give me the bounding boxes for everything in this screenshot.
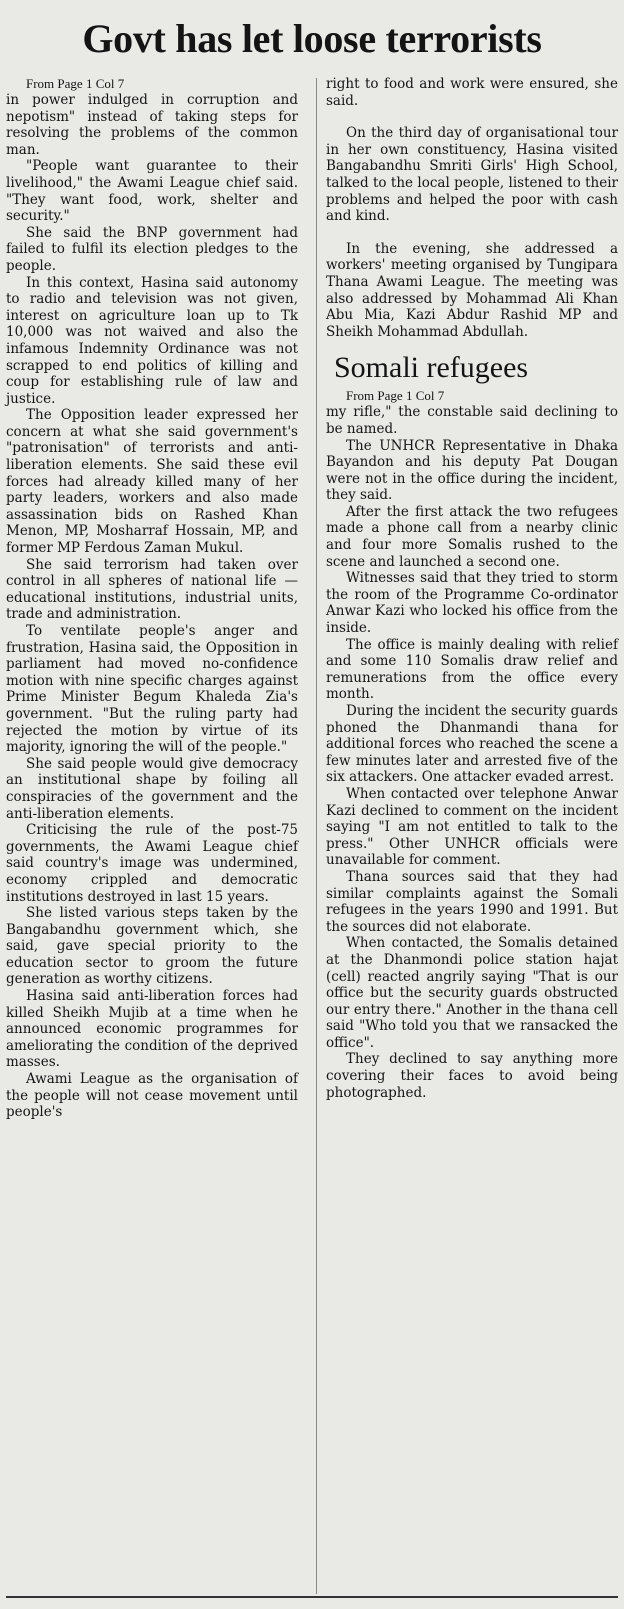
- paragraph: Thana sources said that they had similar complaints against the Somali refugees in the years 1990 and 1991. But the sources did not elaborate.: [326, 868, 618, 935]
- paragraph: In the evening, she addressed a workers' meeting organised by Tungipara Thana Awami League. The meeting was also addressed by Mohammad Ali Khan Abu Mia, Kazi Abdur Rashid MP and Sheikh Mohammad Abdullah.: [326, 240, 618, 340]
- paragraph: The UNHCR Representative in Dhaka Bayandon and his deputy Pat Dougan were not in the office during the incident, they said.: [326, 437, 618, 504]
- paragraph: my rifle," the constable said declining to be named.: [326, 404, 618, 437]
- paragraph: She listed various steps taken by the Bangabandhu government which, she said, gave special priority to the education sector to groom the future generation as worthy citizens.: [6, 905, 298, 988]
- paragraph: When contacted, the Somalis detained at the Dhanmondi police station hajat (cell) reacted angrily saying "That is our office but the security guards obstructed our entry there." Another in the thana cell said "Who told you that we ransacked the office".: [326, 935, 618, 1051]
- continuation-line: From Page 1 Col 7: [26, 76, 125, 91]
- paragraph: After the first attack the two refugees made a phone call from a nearby clinic and four more Somalis rushed to the scene and launched a second one.: [326, 503, 618, 570]
- left-column: [6, 76, 298, 1121]
- paragraph: in power indulged in corruption and nepotism" instead of taking steps for resolving the problems of the common man.: [6, 92, 298, 158]
- paragraph: The Opposition leader expressed her concern at what she said government's "patronisation" of terrorists and anti-liberation elements. She said these evil forces had already killed many of her party leaders, workers and also made assassination bids on Rashed Khan Menon, MP, Mosharraf Hossain, MP, and former MP Ferdous Zaman Mukul.: [6, 407, 298, 557]
- paragraph: She said the BNP government had failed to fulfil its election pledges to the people.: [6, 224, 298, 274]
- column-divider: [316, 78, 317, 1594]
- paragraph: They declined to say anything more covering their faces to avoid being photographed.: [326, 1051, 618, 1101]
- paragraph: The office is mainly dealing with relief and some 110 Somalis draw relief and remunerations from the office every month.: [326, 636, 618, 703]
- paragraph: Awami League as the organisation of the people will not cease movement until people's: [6, 1071, 298, 1121]
- paragraph: When contacted over telephone Anwar Kazi declined to comment on the incident saying "I am not entitled to talk to the press." Other UNHCR officials were unavailable for comment.: [326, 785, 618, 869]
- headline: Govt has let loose terrorists: [82, 16, 542, 61]
- paragraph: On the third day of organisational tour in her own constituency, Hasina visited Bangabandhu Smriti Girls' High School, talked to the local people, listened to their problems and helped the poor with cash and kind.: [326, 125, 618, 225]
- paragraph: Witnesses said that they tried to storm the room of the Programme Co-ordinator Anwar Kazi who locked his office from the inside.: [326, 570, 618, 637]
- continuation-line: From Page 1 Col 7: [346, 388, 445, 404]
- paragraph: Hasina said anti-liberation forces had killed Sheikh Mujib at a time when he announced economic programmes for ameliorating the condition of the deprived masses.: [6, 988, 298, 1071]
- paragraph: right to food and work were ensured, she said.: [326, 76, 618, 109]
- paragraph: To ventilate people's anger and frustration, Hasina said, the Opposition in parliament had moved no-confidence motion with nine specific charges against Prime Minister Begum Khaleda Zia's government. "But the ruling party had rejected the motion by virtue of its majority, ignoring the will of the people.": [6, 623, 298, 756]
- paragraph: During the incident the security guards phoned the Dhanmandi thana for additional forces who reached the scene a few minutes later and arrested five of the six attackers. One attacker evaded arrest.: [326, 703, 618, 786]
- paragraph: She said people would give democracy an institutional shape by foiling all conspiracies of the government and the anti-liberation elements.: [6, 755, 298, 822]
- subheadline: Somali refugees: [334, 351, 529, 385]
- paragraph: She said terrorism had taken over control in all spheres of national life —educational institutions, industrial units, trade and administration.: [6, 556, 298, 623]
- bottom-rule: [6, 1596, 618, 1598]
- right-column: [326, 76, 618, 1101]
- paragraph: Criticising the rule of the post-75 governments, the Awami League chief said country's image was undermined, economy crippled and democratic institutions destroyed in last 15 years.: [6, 822, 298, 905]
- paragraph: In this context, Hasina said autonomy to radio and television was not given, interest on agriculture loan up to Tk 10,000 was not waived and also the infamous Indemnity Ordinance was not scrapped to end politics of killing and coup for establishing rule of law and justice.: [6, 274, 298, 407]
- paragraph: "People want guarantee to their livelihood," the Awami League chief said. "They want food, work, shelter and security.": [6, 158, 298, 225]
